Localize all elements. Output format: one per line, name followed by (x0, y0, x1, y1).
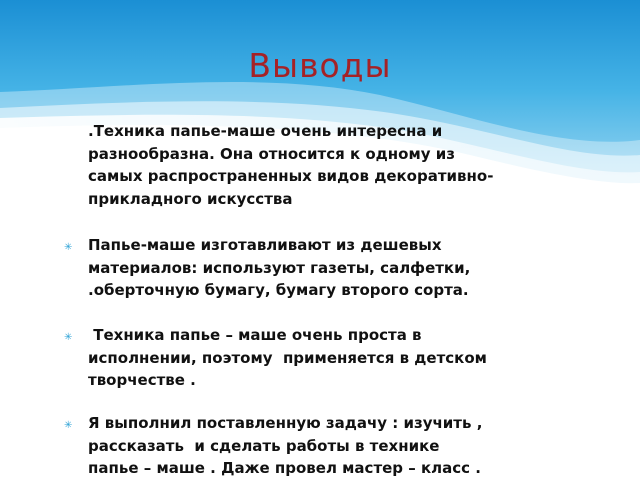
list-item-text: Техника папье – маше очень проста в исполнении, поэтому применяется в детском творчестве . (88, 326, 487, 389)
list-item-text: Папье-маше изготавливают из дешевых материалов: используют газеты, салфетки, .оберточную бумагу, бумагу второго сорта. (88, 236, 471, 299)
list-item-text: .Техника папье-маше очень интересна и разнообразна. Она относится к одному из самых распространенных видов декоративно- прикладного искусства (88, 122, 494, 208)
bullet-icon: ✳ (64, 332, 73, 343)
slide-title: Выводы (248, 46, 392, 85)
bullet-icon: ✳ (64, 420, 73, 431)
content-list (64, 98, 584, 480)
bullet-icon: ✳ (64, 242, 73, 253)
list-item-text: Я выполнил поставленную задачу : изучить , рассказать и сделать работы в технике папье – маше . Даже провел мастер – класс . (88, 414, 483, 477)
